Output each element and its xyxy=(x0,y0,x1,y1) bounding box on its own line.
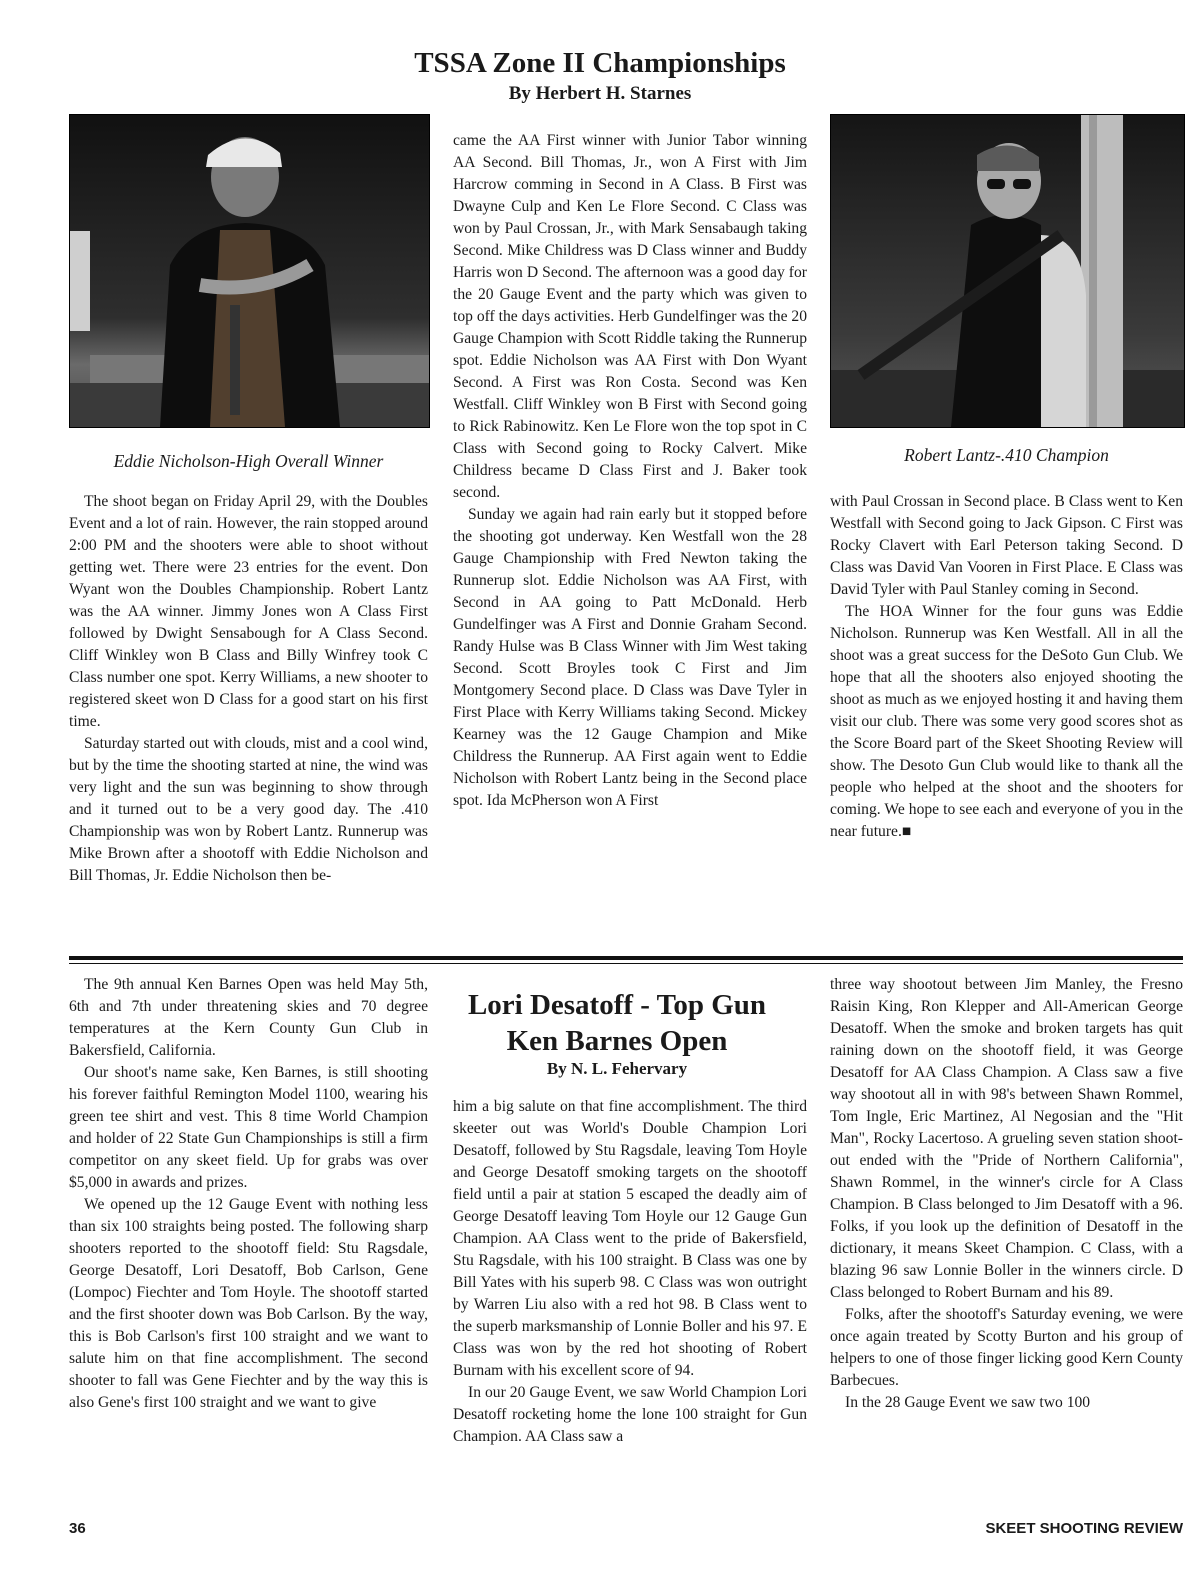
photo-robert-lantz xyxy=(830,114,1185,428)
article1-column-3 xyxy=(830,491,1183,843)
paragraph: three way shootout between Jim Manley, the Fresno Raisin King, Ron Klepper and All-American George Desatoff. When the smoke and broken targets has quit raining down on the shootoff field, it was George Desatoff for AA Class Champion. A Class saw a five way shootout all in with 98's between Shawn Rommel, Tom Ingle, Eric Martinez, Al Negosian and the "Hit Man", Rocky Lacertoso. A grueling seven station shoot-out ended with the "Pride of Northern California", Shawn Rommel, in the winner's circle for A Class Champion. B Class belonged to Jim Desatoff with a 96. Folks, if you look up the definition of Desatoff in the dictionary, it means Skeet Champion. C Class, with a blazing 96 saw Lonnie Boller in the winners circle. D Class belonged to Robert Burnam and his 89. xyxy=(830,976,1183,1301)
paragraph: Saturday started out with clouds, mist and a cool wind, but by the time the shooting started at nine, the wind was very light and the sun was beginning to show through and it turned out to be a very good day. The .410 Championship was won by Robert Lantz. Runnerup was Mike Brown after a shootoff with Eddie Nicholson and Bill Thomas, Jr. Eddie Nicholson then be- xyxy=(69,735,428,884)
section-divider xyxy=(69,956,1183,960)
paragraph: Sunday we again had rain early but it stopped before the shooting got underway. Ken Westfall won the 28 Gauge Championship with Fred Newton taking the Runnerup slot. Eddie Nicholson was AA First, with Second in AA going to Patt McDonald. Herb Gundelfinger was A First and Donnie Graham Second. Randy Hulse was B Class Winner with Jim West taking Second. Scott Broyles took C First and Jim Montgomery Second place. D Class was Dave Tyler in First Place with Kerry Williams taking Second. Mickey Kearney was the 12 Gauge Champion and Mike Childress the Runnerup. AA First again went to Eddie Nicholson with Robert Lantz being in the Second place spot. Ida McPherson won A First xyxy=(453,506,807,809)
paragraph: The HOA Winner for the four guns was Eddie Nicholson. Runnerup was Ken Westfall. All in all the shoot was a great success for the DeSoto Gun Club. We hope that all the shooters also enjoyed shooting the shoot as much as we enjoyed hosting it and having them visit our club. There was some very good scores shot as the Score Board part of the Skeet Shooting Review will show. The Desoto Gun Club would like to thank all the people who helped at the shoot and the shooters for coming. We hope to see each and everyone of you in the near future.■ xyxy=(830,603,1183,840)
paragraph: him a big salute on that fine accomplishment. The third skeeter out was World's Double Champion Lori Desatoff, followed by Stu Ragsdale, leaving Tom Hoyle and George Desatoff smoking targets on the shootoff field until a pair at station 5 escaped the deadly aim of George Desatoff leaving Tom Hoyle our 12 Gauge Gun Champion. AA Class went to the pride of Bakersfield, Stu Ragsdale, with his 100 straight. B Class was one by Bill Yates with his superb 98. C Class was won outright by Warren Liu also with a red hot 98. B Class went to the superb marksmanship of Lonnie Boller and his 97. E Class was won by the red hot shooting of Robert Burnam with his excellent score of 94. xyxy=(453,1098,807,1379)
article2-column-2 xyxy=(453,1096,807,1448)
paragraph: with Paul Crossan in Second place. B Class went to Ken Westfall with Second going to Jack Gipson. C First was Rocky Clavert with Earl Peterson taking Second. D Class was David Van Vooren in First Place. E Class was David Tyler with Paul Stanley coming in Second. xyxy=(830,493,1183,598)
photo-left-caption: Eddie Nicholson-High Overall Winner xyxy=(113,451,384,471)
section-divider-thin xyxy=(69,963,1183,964)
article1-column-2 xyxy=(453,130,807,812)
photo-eddie-nicholson xyxy=(69,114,430,428)
photo-image xyxy=(831,115,1184,427)
article1-column-1 xyxy=(69,491,428,887)
article2-column-1 xyxy=(69,974,428,1414)
paragraph: In the 28 Gauge Event we saw two 100 xyxy=(845,1394,1091,1411)
paragraph: The 9th annual Ken Barnes Open was held May 5th, 6th and 7th under threatening skies and 70 degree temperatures at the Kern County Gun Club in Bakersfield, California. xyxy=(69,976,428,1059)
paragraph: Folks, after the shootoff's Saturday evening, we were once again treated by Scotty Burton and his group of helpers to one of those finger licking good Kern County Barbecues. xyxy=(830,1306,1183,1389)
photo-image xyxy=(70,115,429,427)
article-byline: By Herbert H. Starnes xyxy=(508,83,692,104)
article2-byline: By N. L. Fehervary xyxy=(546,1059,688,1078)
photo-right-caption: Robert Lantz-.410 Champion xyxy=(904,445,1109,465)
title-line-2: Ken Barnes Open xyxy=(506,1025,728,1057)
article2-title xyxy=(452,987,782,1059)
article2-column-3 xyxy=(830,974,1183,1414)
paragraph: Our shoot's name sake, Ken Barnes, is still shooting his forever faithful Remington Model 1100, wearing his green tee shirt and vest. This 8 time World Champion and holder of 22 State Gun Championships is still a firm competitor on any skeet field. Up for grabs was over $5,000 in awards and prizes. xyxy=(69,1064,428,1191)
paragraph: We opened up the 12 Gauge Event with nothing less than six 100 straights being posted. The following sharp shooters reported to the shootoff field: Stu Ragsdale, George Desatoff, Lori Desatoff, Bob Carlson, Gene (Lompoc) Fiechter and Tom Hoyle. The shootoff started and the first shooter down was Bob Carlson. By the way, this is Bob Carlson's first 100 straight and we want to salute him on that fine accomplishment. The second shooter to fall was Gene Fiechter and by the way this is also Gene's first 100 straight and we want to give xyxy=(69,1196,428,1411)
paragraph: In our 20 Gauge Event, we saw World Champion Lori Desatoff rocketing home the lone 100 straight for Gun Champion. AA Class saw a xyxy=(453,1384,807,1445)
paragraph: came the AA First winner with Junior Tabor winning AA Second. Bill Thomas, Jr., won A First with Jim Harcrow comming in Second in A Class. B First was Dwayne Culp and Ken Le Flore Second. C Class was won by Paul Crossan, Jr., with Mark Sensabaugh taking Second. Mike Childress was D Class winner and Buddy Harris won D Second. The afternoon was a good day for the 20 Gauge Event and the party which was given to top off the days activities. Herb Gundelfinger was the 20 Gauge Champion with Scott Riddle taking the Runnerup spot. Eddie Nicholson was AA First with Don Wyant Second. A First was Ron Costa. Second was Ken Westfall. Cliff Winkley won B First with Second going to Rick Rabinowitz. Ken Le Flore won the top spot in C Class with Second going to Rocky Calvert. Mike Childress became D Class First and J. Baker took second. xyxy=(453,132,807,501)
page-number: 36 xyxy=(69,1520,86,1537)
publication-name: SKEET SHOOTING REVIEW xyxy=(985,1520,1183,1537)
paragraph: The shoot began on Friday April 29, with the Doubles Event and a lot of rain. However, the rain stopped around 2:00 PM and the shooters were able to shoot without getting wet. There were 23 entries for the event. Don Wyant won the Doubles Championship. Robert Lantz was the AA winner. Jimmy Jones won A Class First followed by Dwight Sensabough for A Class Second. Cliff Winkley won B Class and Billy Winfrey took C Class number one spot. Kerry Williams, a new shooter to registered skeet won D Class for a good start on his first time. xyxy=(69,493,428,730)
article-title: TSSA Zone II Championships xyxy=(414,47,786,79)
title-line-1: Lori Desatoff - Top Gun xyxy=(467,989,767,1021)
